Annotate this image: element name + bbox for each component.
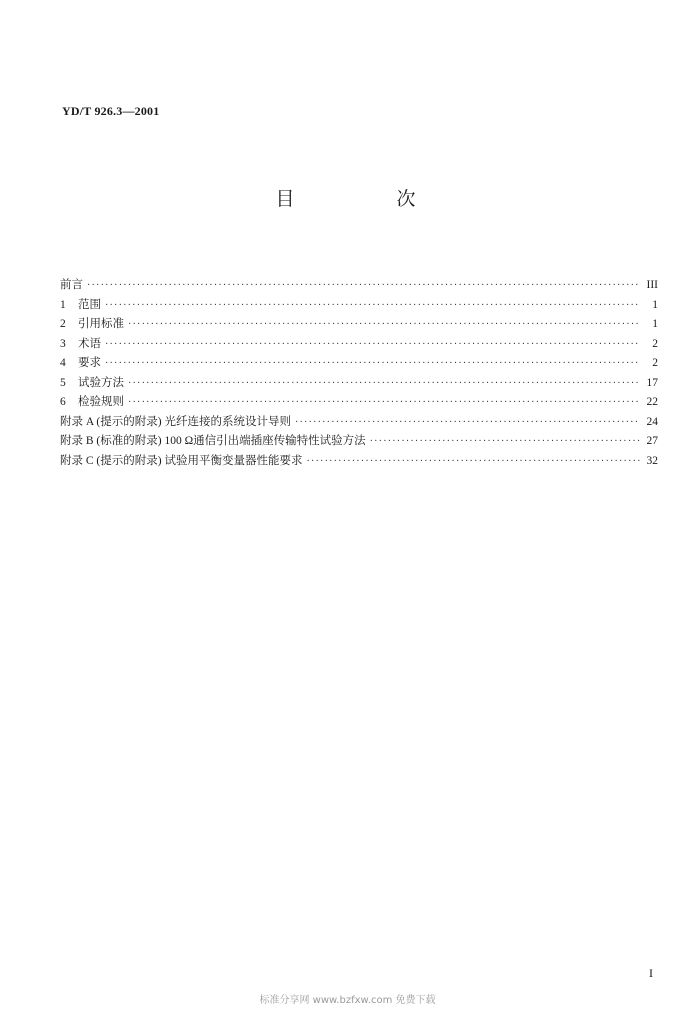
toc-leader-dots xyxy=(105,300,640,311)
toc-entry-page: 2 xyxy=(652,357,658,369)
toc-entry[interactable] xyxy=(60,432,658,452)
toc-entry-page: 1 xyxy=(652,298,658,311)
toc-leader-dots xyxy=(295,417,640,428)
toc-entry-number: 6 xyxy=(60,396,66,408)
page-number: I xyxy=(649,966,653,980)
toc-entry-label: 2 引用标准 xyxy=(60,318,124,330)
toc-entry[interactable] xyxy=(60,452,658,472)
toc-entry-number: 2 xyxy=(60,318,66,330)
toc-leader-dots xyxy=(128,397,640,408)
watermark: 标准分享网 www.bzfxw.com 免费下载 xyxy=(259,995,436,1006)
toc-entry[interactable] xyxy=(60,335,658,355)
toc-entry-number: 4 xyxy=(60,357,66,369)
toc-entry[interactable] xyxy=(60,393,658,413)
toc-entry-page: 24 xyxy=(646,415,658,428)
toc-leader-dots xyxy=(128,378,640,389)
toc-entry-number: 1 xyxy=(60,298,66,311)
toc-entry-label: 附录 B (标准的附录) 100 Ω通信引出端插座传输特性试验方法 xyxy=(60,435,366,447)
toc-entry-page: III xyxy=(646,279,658,291)
toc-entry[interactable] xyxy=(60,296,658,316)
toc-entry-page: 32 xyxy=(646,454,658,467)
toc-entry-number: 5 xyxy=(60,376,66,389)
toc-leader-dots xyxy=(87,280,640,291)
toc-leader-dots xyxy=(105,358,640,369)
toc-entry-page: 17 xyxy=(646,376,658,389)
toc-entry-label: 附录 A (提示的附录) 光纤连接的系统设计导则 xyxy=(60,415,291,428)
toc-leader-dots xyxy=(370,436,640,447)
toc-leader-dots xyxy=(128,319,640,330)
toc-entry-page: 1 xyxy=(652,318,658,330)
toc-entry-label: 1 范围 xyxy=(60,298,101,311)
toc-entry-page: 27 xyxy=(646,435,658,447)
toc-leader-dots xyxy=(306,456,640,467)
toc-entry[interactable] xyxy=(60,354,658,374)
toc-entry-label: 6 检验规则 xyxy=(60,396,124,408)
toc-entry[interactable] xyxy=(60,276,658,296)
standard-code: YD/T 926.3—2001 xyxy=(62,104,160,118)
toc-entry-page: 2 xyxy=(652,337,658,350)
toc-entry-label: 附录 C (提示的附录) 试验用平衡变量器性能要求 xyxy=(60,454,303,467)
toc-entry-number: 3 xyxy=(60,337,66,350)
toc-title: 目 次 xyxy=(275,188,464,210)
toc-entry-label: 4 要求 xyxy=(60,357,101,369)
toc-entry[interactable] xyxy=(60,315,658,335)
toc-entry-label: 前言 xyxy=(60,279,83,291)
toc-entry-label: 5 试验方法 xyxy=(60,376,124,389)
toc-entry[interactable] xyxy=(60,413,658,433)
toc-leader-dots xyxy=(105,339,640,350)
toc-entry-label: 3 术语 xyxy=(60,337,101,350)
toc-entry[interactable] xyxy=(60,374,658,394)
toc-entry-page: 22 xyxy=(646,396,658,408)
table-of-contents xyxy=(60,276,658,471)
